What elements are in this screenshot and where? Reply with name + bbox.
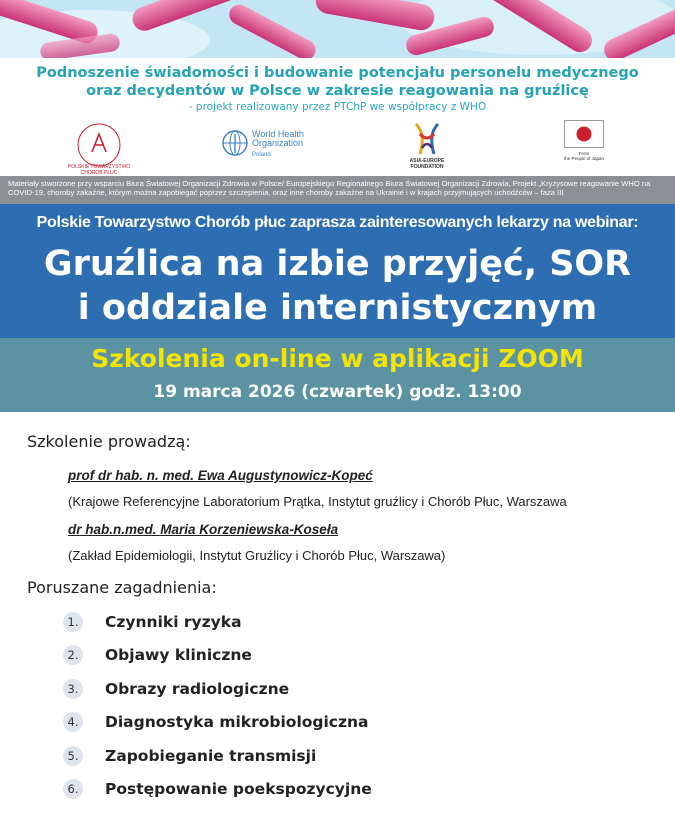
webinar-details [0, 412, 675, 813]
project-title-line2: oraz decydentów w Polsce w zakresie reagowania na gruźlicę [86, 83, 589, 99]
speakers-heading: Szkolenie prowadzą: [27, 432, 191, 451]
topic-item [63, 711, 369, 733]
topic-label: Objawy kliniczne [105, 646, 252, 664]
topic-label: Czynniki ryzyka [105, 613, 242, 631]
japan-caption-line1: From [578, 151, 590, 156]
asia-europe-foundation-logo [402, 120, 452, 172]
topic-number-badge: 6. [63, 779, 83, 799]
zoom-info [0, 338, 675, 412]
japan-caption-line2: the People of Japan [563, 156, 605, 161]
bacteria-illustration [0, 0, 675, 58]
project-intro [0, 58, 675, 176]
topic-label: Obrazy radiologiczne [105, 680, 290, 698]
topic-number-badge: 4. [63, 712, 83, 732]
asef-emblem-icon [402, 120, 452, 160]
speaker-affiliation: (Zakład Epidemiologii, Instytut Gruźlicy i Chorób Płuc, Warszawa) [68, 548, 446, 563]
speaker-name: prof dr hab. n. med. Ewa Augustynowicz-Kopeć [68, 468, 373, 483]
ptchp-logo-text: POLSKIE TOWARZYSTWO CHORÓB PŁUC [67, 164, 131, 176]
who-emblem-icon [222, 130, 248, 156]
ptchp-logo-icon [70, 120, 128, 170]
japan-flag-logo [558, 120, 610, 170]
who-country: Poland [252, 152, 271, 158]
webinar-title-line2: i oddziale internistycznym [77, 288, 598, 328]
event-date: 19 marca 2026 (czwartek) godz. 13:00 [153, 382, 522, 402]
speaker-name: dr hab.n.med. Maria Korzeniewska-Koseła [68, 522, 339, 537]
topics-heading: Poruszane zagadnienia: [27, 578, 217, 597]
who-logo [222, 126, 312, 166]
asef-name-line1: ASIA-EUROPE [409, 158, 445, 164]
topic-item [63, 778, 372, 800]
topic-item [63, 611, 242, 633]
asef-name-line2: FOUNDATION [410, 164, 444, 170]
project-title-line1: Podnoszenie świadomości i budowanie potencjału personelu medycznego [36, 65, 639, 81]
topic-item [63, 745, 316, 767]
bacteria-header-image [0, 0, 675, 58]
topic-label: Postępowanie poekspozycyjne [105, 780, 372, 798]
topic-item [63, 644, 252, 666]
funding-note: Materiały stworzone przy wsparciu Biura Światowej Organizacji Zdrowia w Polsce/ Europejskiego Regionalnego Biura Światowej Organizacji Zdrowia, Projekt „Kryzysowe reagowanie WHO na COVID-19, choroby zakaźne, którym można zapobiegać poprzez szczepienia, oraz inne choroby zakaźne na Ukrainie i w krajach przyjmujących uchodźców – faza III [0, 176, 675, 204]
webinar-title-line1: Gruźlica na izbie przyjęć, SOR [43, 244, 632, 284]
webinar-title [0, 242, 675, 330]
topic-item [63, 678, 289, 700]
japan-flag-icon [564, 120, 604, 148]
topic-number-badge: 1. [63, 612, 83, 632]
topic-label: Diagnostyka mikrobiologiczna [105, 713, 369, 731]
topic-number-badge: 2. [63, 645, 83, 665]
topic-number-badge: 3. [63, 679, 83, 699]
ptchp-logo [67, 120, 131, 176]
who-name-line2: Organization [252, 138, 304, 148]
zoom-title: Szkolenia on-line w aplikacji ZOOM [91, 344, 584, 373]
who-name-line1: World Health [252, 129, 304, 139]
speaker-affiliation: (Krajowe Referencyjne Laboratorium Prątka, Instytut gruźlicy i Chorób Płuc, Warszawa [68, 494, 567, 509]
topic-number-badge: 5. [63, 746, 83, 766]
topic-label: Zapobieganie transmisji [105, 747, 317, 765]
webinar-banner [0, 204, 675, 338]
project-subtitle: - projekt realizowany przez PTChP we współpracy z WHO [188, 101, 487, 113]
webinar-invitation: Polskie Towarzystwo Chorób płuc zaprasza zainteresowanych lekarzy na webinar: [36, 214, 639, 231]
